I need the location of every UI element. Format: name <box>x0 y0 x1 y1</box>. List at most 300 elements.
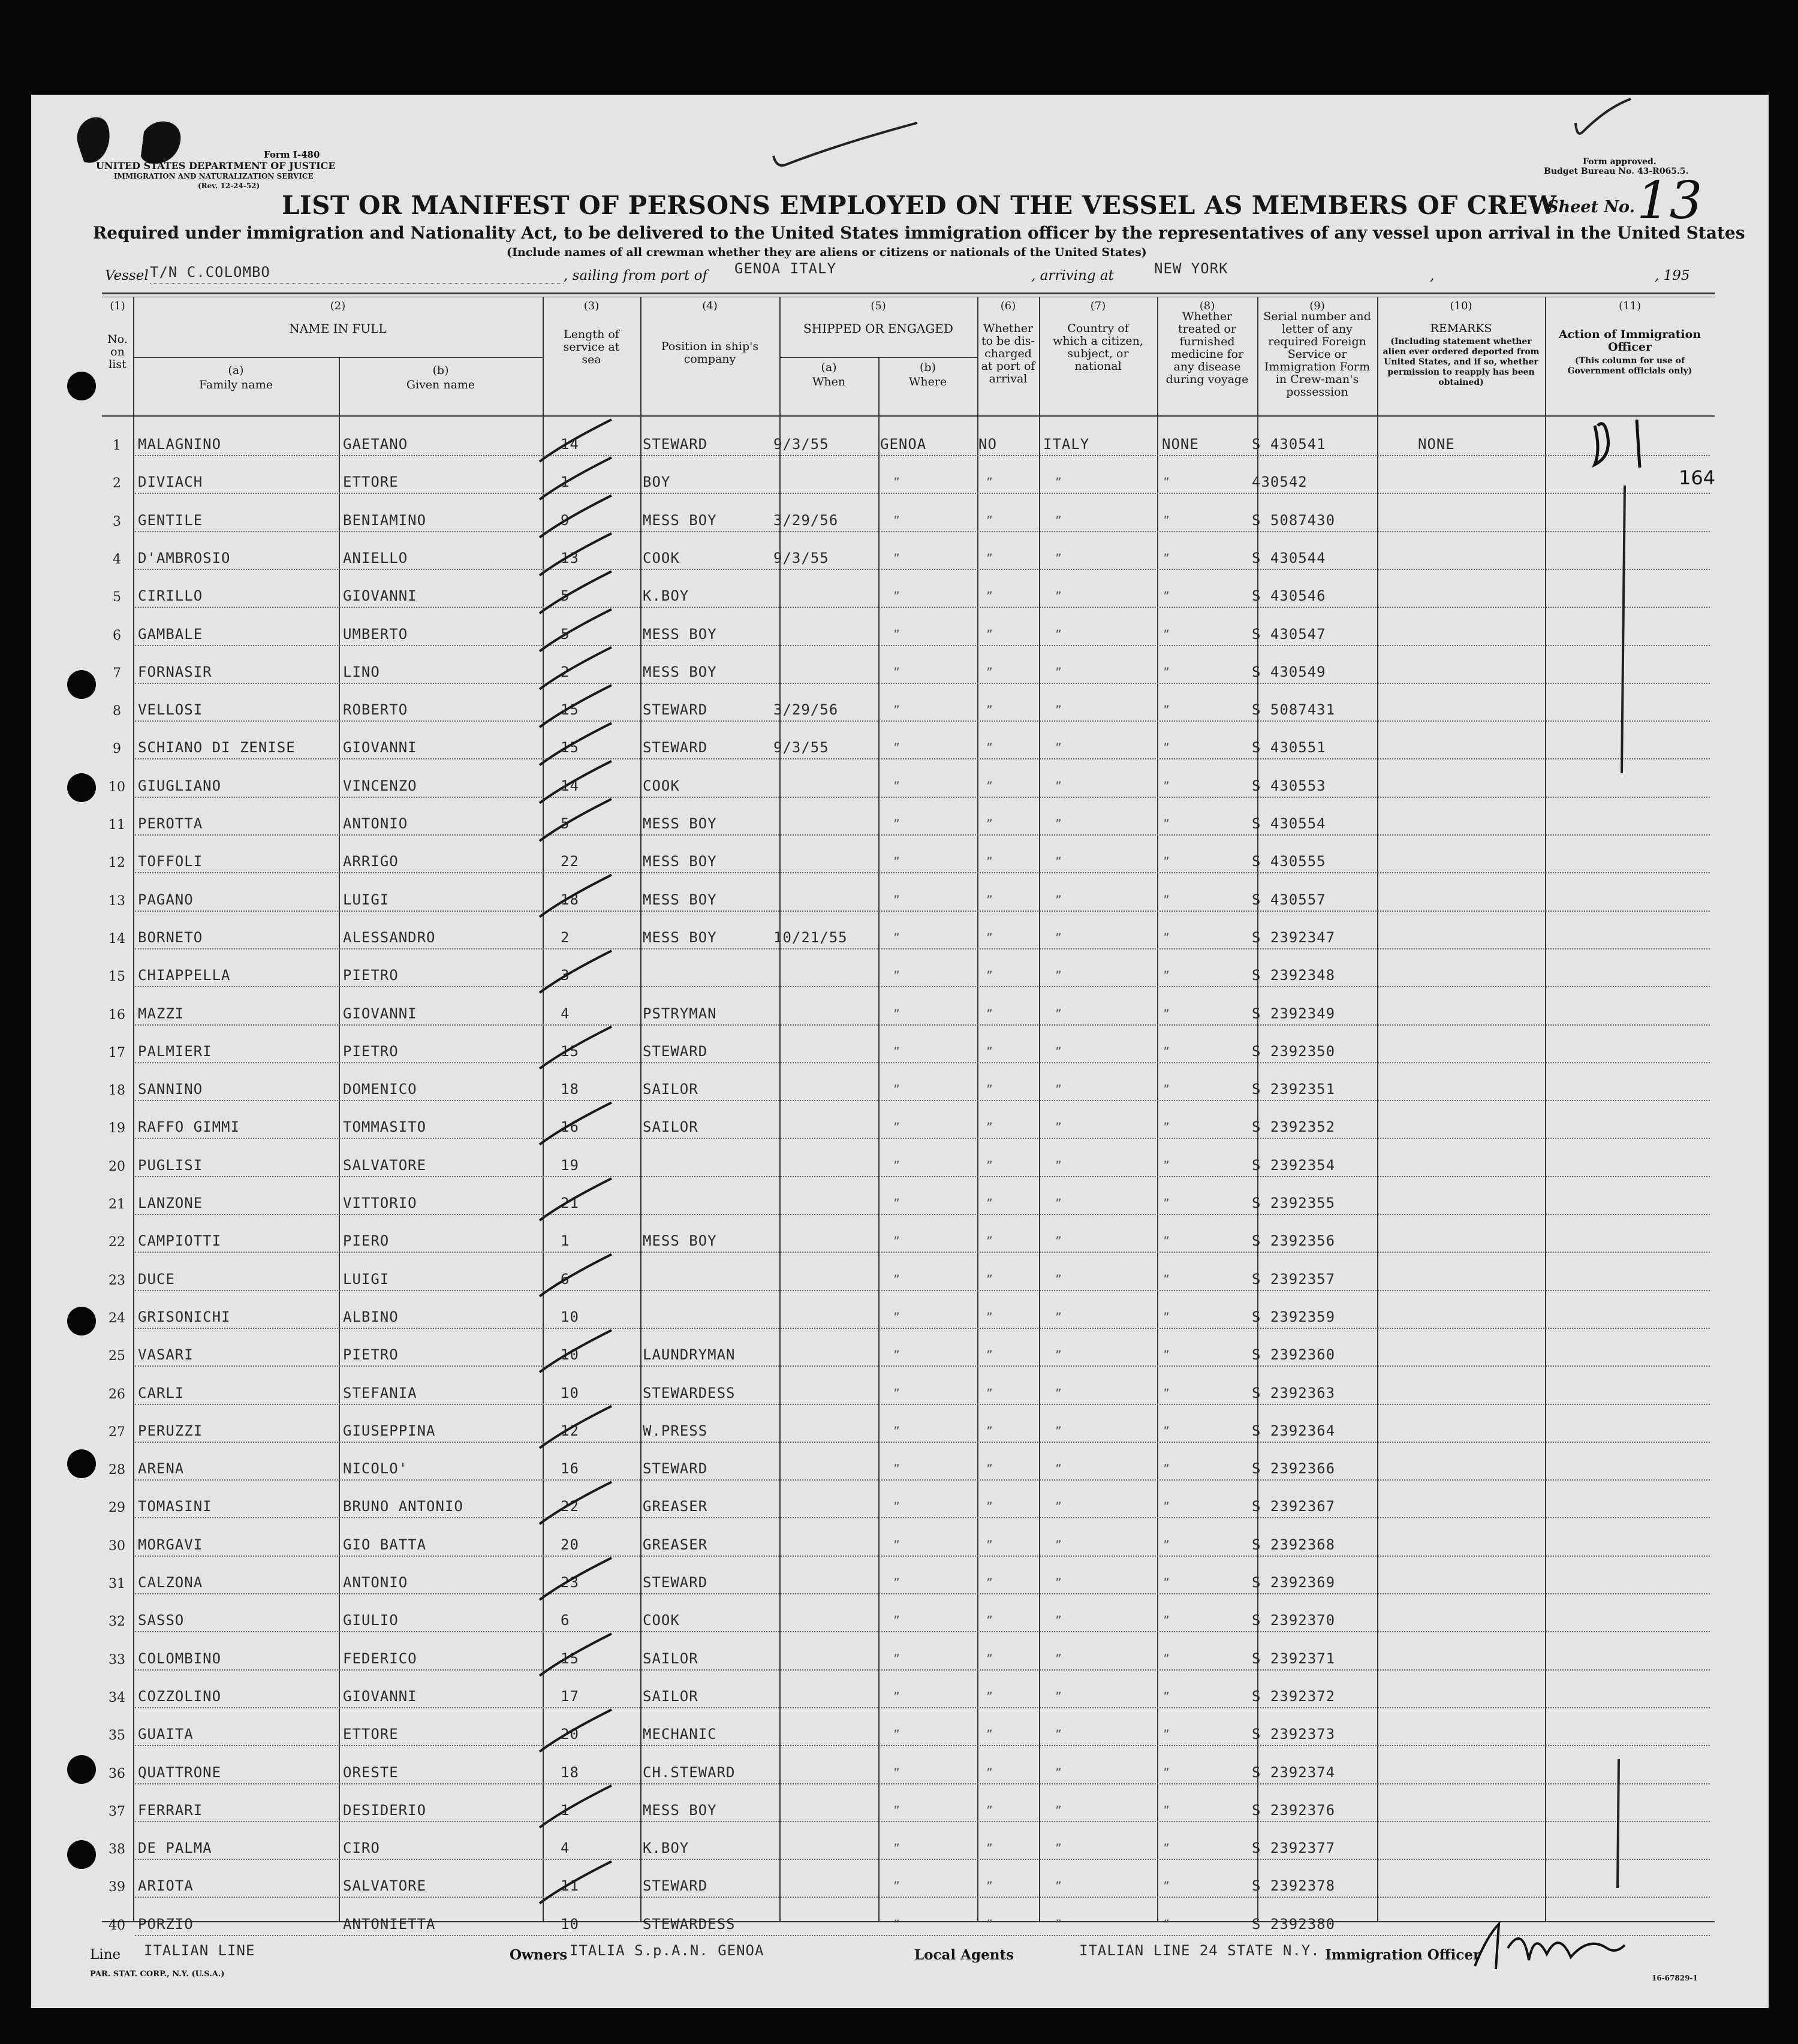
cell-position: LAUNDRYMAN <box>643 1346 736 1364</box>
row-number: 18 <box>109 1083 125 1099</box>
service-check-mark <box>540 533 612 575</box>
col7-header: Country of which a citizen, subject, or national <box>1053 322 1143 373</box>
cell-family: CAMPIOTTI <box>138 1232 222 1250</box>
owners-name: ITALIA S.p.A.N. GENOA <box>570 1942 764 1959</box>
ditto-mark: ” <box>1163 1766 1170 1779</box>
ditto-mark: ” <box>1163 1197 1170 1210</box>
row-divider <box>135 1669 1710 1671</box>
cell-discharged: NO <box>978 436 997 453</box>
cell-given: CIRO <box>343 1840 380 1857</box>
cell-service: 13 <box>561 549 579 566</box>
col8-header: Whether treated or furnished medicine for any disease during voyage <box>1165 310 1249 386</box>
row-number: 13 <box>109 893 125 909</box>
cell-family: GUAITA <box>138 1726 194 1743</box>
row-number: 37 <box>109 1804 125 1819</box>
sailing-label: , sailing from port of <box>564 268 708 284</box>
cell-serial: S 2392373 <box>1252 1726 1336 1743</box>
cell-service: 18 <box>561 1763 579 1781</box>
cell-serial: S 2392360 <box>1252 1346 1336 1364</box>
cell-serial: S 430546 <box>1252 587 1326 605</box>
row-number: 5 <box>113 590 121 605</box>
ditto-mark: ” <box>1163 1880 1170 1893</box>
ditto-mark: ” <box>1163 665 1170 679</box>
cell-family: PORZIO <box>138 1915 194 1933</box>
cell-serial: S 430549 <box>1252 663 1326 680</box>
cell-given: VINCENZO <box>343 777 417 794</box>
col-divider <box>1377 297 1378 1921</box>
service-check-mark <box>540 1406 612 1448</box>
punch-hole <box>67 1307 96 1335</box>
cell-family: PUGLISI <box>138 1156 203 1174</box>
cell-service: 2 <box>561 928 570 946</box>
cell-service: 21 <box>561 1195 579 1211</box>
cell-remarks: NONE <box>1418 436 1455 453</box>
cell-position: STEWARDESS <box>643 1915 736 1933</box>
punch-hole <box>67 1449 96 1478</box>
cell-family: DUCE <box>138 1270 175 1288</box>
cell-position: W.PRESS <box>643 1422 708 1439</box>
cell-service: 15 <box>561 701 579 719</box>
cell-serial: S 2392374 <box>1252 1763 1336 1781</box>
cell-family: VELLOSI <box>138 701 203 719</box>
cell-given: ANTONIO <box>343 1574 408 1591</box>
row-divider <box>135 1859 1710 1860</box>
row-divider <box>135 1328 1710 1329</box>
vessel-label: Vessel <box>105 268 149 284</box>
officer-label: Immigration Officer <box>1325 1947 1481 1963</box>
cell-family: ARIOTA <box>138 1877 194 1895</box>
cell-service: 22 <box>561 853 579 870</box>
ditto-mark: ” <box>1163 1463 1170 1476</box>
cell-service: 16 <box>561 1119 579 1136</box>
ditto-mark: ” <box>893 1766 900 1779</box>
service-check-mark <box>540 875 612 917</box>
ditto-mark: ” <box>1163 1690 1170 1703</box>
ditto-mark: ” <box>986 1121 993 1134</box>
side-count: 164 <box>1679 466 1716 489</box>
ditto-mark: ” <box>893 476 900 489</box>
ditto-mark: ” <box>1055 1614 1062 1627</box>
cell-serial: S 2392368 <box>1252 1536 1336 1553</box>
ditto-mark: ” <box>893 1310 900 1324</box>
officer-initials-icon <box>1571 414 1691 785</box>
row-divider <box>135 1783 1710 1784</box>
cell-position: BOY <box>643 474 671 491</box>
service-check-mark <box>540 1255 612 1297</box>
ditto-mark: ” <box>1055 1310 1062 1324</box>
ditto-mark: ” <box>986 551 993 565</box>
row-divider <box>135 1442 1710 1443</box>
service-check-mark <box>540 647 612 689</box>
row-number: 7 <box>113 665 121 681</box>
cell-family: MALAGNINO <box>138 436 222 453</box>
cell-serial: S 2392367 <box>1252 1498 1336 1515</box>
cell-serial: S 430554 <box>1252 815 1326 832</box>
ditto-mark: ” <box>1055 1349 1062 1362</box>
row-number: 36 <box>109 1766 125 1781</box>
col2a-number: (a) <box>228 364 244 377</box>
service-check-mark <box>540 457 612 499</box>
row-divider <box>135 1479 1710 1481</box>
ditto-mark: ” <box>986 1728 993 1741</box>
ditto-mark: ” <box>1163 1804 1170 1817</box>
cell-serial: S 430551 <box>1252 739 1326 756</box>
ditto-mark: ” <box>986 1310 993 1324</box>
cell-service: 15 <box>561 1042 579 1060</box>
ditto-mark: ” <box>1163 1538 1170 1551</box>
ditto-mark: ” <box>1163 1235 1170 1248</box>
cell-position: STEWARD <box>643 1460 708 1478</box>
col8-number: (8) <box>1199 300 1215 312</box>
cell-family: PERUZZI <box>138 1422 203 1439</box>
col11-header: Action of Immigration Officer <box>1558 328 1701 354</box>
cell-service: 1 <box>561 1801 570 1819</box>
row-divider <box>135 1062 1710 1063</box>
ditto-mark: ” <box>893 704 900 717</box>
ditto-mark: ” <box>1163 1918 1170 1931</box>
budget-bureau: Budget Bureau No. 43-R065.5. <box>1544 167 1689 176</box>
ditto-mark: ” <box>893 665 900 679</box>
cell-position: COOK <box>643 1612 680 1629</box>
cell-given: GIO BATTA <box>343 1536 427 1553</box>
table-header-bottom <box>102 415 1715 417</box>
row-number: 26 <box>109 1386 125 1402</box>
ditto-mark: ” <box>893 1576 900 1589</box>
cell-family: TOFFOLI <box>138 853 203 870</box>
row-number: 11 <box>109 818 125 833</box>
ditto-mark: ” <box>893 1804 900 1817</box>
cell-serial: S 430557 <box>1252 891 1326 908</box>
row-number: 29 <box>109 1500 125 1516</box>
row-number: 19 <box>109 1121 125 1136</box>
officer-signature-icon <box>1463 1912 1631 1978</box>
cell-service: 11 <box>561 1877 579 1895</box>
ditto-mark: ” <box>1055 551 1062 565</box>
cell-position: PSTRYMAN <box>643 1005 717 1022</box>
cell-given: GIULIO <box>343 1612 399 1629</box>
row-divider <box>135 986 1710 987</box>
cell-service: 6 <box>561 1612 570 1629</box>
row-number: 6 <box>113 628 121 643</box>
cell-position: MESS BOY <box>643 625 717 643</box>
row-divider <box>135 1555 1710 1557</box>
cell-given: STEFANIA <box>343 1384 417 1401</box>
cell-serial: S 2392380 <box>1252 1915 1336 1933</box>
col-divider <box>133 297 134 1921</box>
ditto-mark: ” <box>986 1880 993 1893</box>
col1-header: No. on list <box>107 333 128 371</box>
row-divider <box>135 872 1710 873</box>
cell-given: PIERO <box>343 1232 390 1250</box>
shipping-line: ITALIAN LINE <box>144 1942 255 1959</box>
ditto-mark: ” <box>1055 1728 1062 1741</box>
cell-family: GAMBALE <box>138 625 203 643</box>
service-check-mark <box>540 571 612 613</box>
ditto-mark: ” <box>893 1159 900 1172</box>
cell-family: GIUGLIANO <box>138 777 222 794</box>
cell-position: COOK <box>643 777 680 794</box>
ditto-mark: ” <box>1055 779 1062 792</box>
cell-position: SAILOR <box>643 1081 698 1098</box>
cell-serial: 430542 <box>1252 474 1308 491</box>
cell-service: 16 <box>561 1460 579 1478</box>
cell-service: 3 <box>561 967 570 984</box>
col5-number: (5) <box>871 300 886 312</box>
year-separator: , <box>1430 268 1435 284</box>
cell-position: MESS BOY <box>643 928 717 946</box>
ditto-mark: ” <box>986 1804 993 1817</box>
row-number: 10 <box>109 779 125 795</box>
cell-given: PIETRO <box>343 967 399 984</box>
ditto-mark: ” <box>1055 1918 1062 1931</box>
ditto-mark: ” <box>893 1197 900 1210</box>
agents-name: ITALIAN LINE 24 STATE N.Y. <box>1079 1942 1320 1959</box>
ditto-mark: ” <box>1055 969 1062 982</box>
row-number: 20 <box>109 1159 125 1174</box>
ditto-mark: ” <box>986 1918 993 1931</box>
cell-service: 10 <box>561 1308 579 1325</box>
cell-service: 1 <box>561 474 570 491</box>
cell-serial: S 2392371 <box>1252 1650 1336 1667</box>
cell-country: ITALY <box>1043 436 1090 453</box>
ditto-mark: ” <box>1163 590 1170 603</box>
cell-family: COLOMBINO <box>138 1650 222 1667</box>
punch-hole <box>67 670 96 699</box>
service-check-mark <box>540 1102 612 1144</box>
cell-position: STEWARD <box>643 1877 708 1895</box>
cell-family: VASARI <box>138 1346 194 1364</box>
service-check-mark <box>540 496 612 538</box>
cell-family: DE PALMA <box>138 1840 212 1857</box>
ditto-mark: ” <box>893 590 900 603</box>
ditto-mark: ” <box>1055 476 1062 489</box>
cell-when: 9/3/55 <box>773 436 829 453</box>
cell-service: 1 <box>561 1232 570 1250</box>
col5b-number: (b) <box>920 361 936 374</box>
col9-number: (9) <box>1309 300 1325 312</box>
ditto-mark: ” <box>1163 1842 1170 1855</box>
cell-given: ALESSANDRO <box>343 928 436 946</box>
cell-given: ROBERTO <box>343 701 408 719</box>
ditto-mark: ” <box>893 1538 900 1551</box>
cell-given: ARRIGO <box>343 853 399 870</box>
cell-family: GRISONICHI <box>138 1308 231 1325</box>
ditto-mark: ” <box>1055 1690 1062 1703</box>
ditto-mark: ” <box>986 590 993 603</box>
row-number: 15 <box>109 969 125 985</box>
ditto-mark: ” <box>1163 741 1170 755</box>
ditto-mark: ” <box>986 665 993 679</box>
ditto-mark: ” <box>1055 514 1062 527</box>
ditto-mark: ” <box>1163 1614 1170 1627</box>
row-divider <box>135 1176 1710 1177</box>
ditto-mark: ” <box>893 855 900 869</box>
ditto-mark: ” <box>893 628 900 641</box>
col2b-number: (b) <box>432 364 449 377</box>
cell-given: ORESTE <box>343 1763 399 1781</box>
cell-given: BRUNO ANTONIO <box>343 1498 463 1515</box>
service-name: IMMIGRATION AND NATURALIZATION SERVICE <box>114 172 314 180</box>
ditto-mark: ” <box>986 1690 993 1703</box>
cell-position: K.BOY <box>643 587 689 605</box>
row-divider <box>135 1631 1710 1632</box>
cell-given: DESIDERIO <box>343 1801 427 1819</box>
ditto-mark: ” <box>893 1652 900 1665</box>
service-check-mark <box>540 951 612 993</box>
ditto-mark: ” <box>1163 1083 1170 1096</box>
row-number: 39 <box>109 1880 125 1895</box>
row-number: 16 <box>109 1007 125 1023</box>
ditto-mark: ” <box>1055 665 1062 679</box>
service-check-mark <box>540 1330 612 1372</box>
row-divider <box>135 1290 1710 1291</box>
cell-service: 20 <box>561 1536 579 1553</box>
row-number: 8 <box>113 704 121 719</box>
sheet-label: Sheet No. <box>1547 198 1635 216</box>
cell-serial: S 2392349 <box>1252 1005 1336 1022</box>
page-title: LIST OR MANIFEST OF PERSONS EMPLOYED ON THE VESSEL AS MEMBERS OF CREW <box>282 191 1557 220</box>
cell-given: BENIAMINO <box>343 511 427 529</box>
service-check-mark <box>540 685 612 727</box>
punch-hole <box>67 372 96 400</box>
cell-when: 9/3/55 <box>773 739 829 756</box>
ditto-mark: ” <box>1055 1386 1062 1400</box>
row-divider <box>135 645 1710 646</box>
cell-serial: S 430544 <box>1252 549 1326 566</box>
row-number: 27 <box>109 1424 125 1440</box>
col6-number: (6) <box>1000 300 1016 312</box>
ditto-mark: ” <box>1163 1349 1170 1362</box>
cell-given: VITTORIO <box>343 1195 417 1211</box>
ditto-mark: ” <box>986 1500 993 1514</box>
row-number: 34 <box>109 1690 125 1705</box>
cell-position: K.BOY <box>643 1840 689 1857</box>
row-number: 35 <box>109 1728 125 1744</box>
ditto-mark: ” <box>1055 1083 1062 1096</box>
cell-when: 3/29/56 <box>773 511 839 529</box>
department-name: UNITED STATES DEPARTMENT OF JUSTICE <box>96 160 336 171</box>
row-divider <box>135 797 1710 798</box>
cell-serial: S 2392359 <box>1252 1308 1336 1325</box>
row-divider <box>135 1138 1710 1139</box>
ditto-mark: ” <box>1163 1121 1170 1134</box>
ditto-mark: ” <box>893 1500 900 1514</box>
ditto-mark: ” <box>986 1538 993 1551</box>
service-check-mark <box>540 723 612 765</box>
vessel-name: T/N C.COLOMBO <box>150 264 270 281</box>
ditto-mark: ” <box>893 1918 900 1931</box>
cell-family: SCHIANO DI ZENISE <box>138 739 296 756</box>
cell-family: RAFFO GIMMI <box>138 1119 240 1136</box>
ditto-mark: ” <box>1055 1007 1062 1020</box>
cell-serial: S 430547 <box>1252 625 1326 643</box>
cell-position: CH.STEWARD <box>643 1763 736 1781</box>
row-number: 9 <box>113 741 121 757</box>
cell-serial: S 2392364 <box>1252 1422 1336 1439</box>
cell-family: PAGANO <box>138 891 194 908</box>
cell-serial: S 2392370 <box>1252 1612 1336 1629</box>
port-of-departure: GENOA ITALY <box>734 260 836 277</box>
page-subtitle: Required under immigration and Nationality Act, to be delivered to the United States immigration officer by the representatives of any vessel upon arrival in the United States <box>93 223 1745 243</box>
punch-hole <box>67 1755 96 1784</box>
row-divider <box>135 455 1710 456</box>
cell-position: COOK <box>643 549 680 566</box>
form-number: Form I-480 <box>264 149 320 160</box>
ditto-mark: ” <box>986 628 993 641</box>
ditto-mark: ” <box>1163 1576 1170 1589</box>
punch-hole <box>67 773 96 802</box>
ditto-mark: ” <box>1163 1045 1170 1058</box>
cell-given: DOMENICO <box>343 1081 417 1098</box>
col-divider <box>1545 297 1546 1921</box>
cell-family: MAZZI <box>138 1005 185 1022</box>
ditto-mark: ” <box>1055 1045 1062 1058</box>
ditto-mark: ” <box>893 1273 900 1286</box>
cell-service: 4 <box>561 1840 570 1857</box>
col3-number: (3) <box>583 300 600 312</box>
ditto-mark: ” <box>1163 1273 1170 1286</box>
ditto-mark: ” <box>893 1728 900 1741</box>
row-divider <box>135 911 1710 912</box>
col10-note: (Including statement whether alien ever ordered deported from United States, and if so, whether permission to reapply has been obtained) <box>1383 337 1540 387</box>
ditto-mark: ” <box>1163 969 1170 982</box>
subheader-divider <box>779 357 977 358</box>
ditto-mark: ” <box>893 1842 900 1855</box>
cell-position: MECHANIC <box>643 1726 717 1743</box>
ditto-mark: ” <box>1163 1500 1170 1514</box>
ditto-mark: ” <box>986 1463 993 1476</box>
row-divider <box>135 1593 1710 1594</box>
ditto-mark: ” <box>1163 1652 1170 1665</box>
ditto-mark: ” <box>1055 1121 1062 1134</box>
cell-family: SANNINO <box>138 1081 203 1098</box>
ditto-mark: ” <box>1163 893 1170 906</box>
cell-given: GIOVANNI <box>343 1005 417 1022</box>
ditto-mark: ” <box>986 1159 993 1172</box>
cell-position: MESS BOY <box>643 891 717 908</box>
row-divider <box>135 1745 1710 1746</box>
row-divider <box>135 758 1710 759</box>
service-check-mark <box>540 1027 612 1069</box>
cell-given: GIUSEPPINA <box>343 1422 436 1439</box>
row-number: 3 <box>113 514 121 529</box>
cell-serial: S 430555 <box>1252 853 1326 870</box>
cell-family: D'AMBROSIO <box>138 549 231 566</box>
ditto-mark: ” <box>1163 1310 1170 1324</box>
cell-given: ANIELLO <box>343 549 408 566</box>
cell-when: 10/21/55 <box>773 928 848 946</box>
ditto-mark: ” <box>893 969 900 982</box>
ditto-mark: ” <box>986 855 993 869</box>
row-divider <box>135 1404 1710 1405</box>
row-number: 17 <box>109 1045 125 1060</box>
cell-serial: S 2392376 <box>1252 1801 1336 1819</box>
cell-position: MESS BOY <box>643 815 717 832</box>
cell-family: CARLI <box>138 1384 185 1401</box>
cell-given: ANTONIETTA <box>343 1915 436 1933</box>
cell-serial: S 2392355 <box>1252 1195 1336 1211</box>
ditto-mark: ” <box>986 1273 993 1286</box>
ditto-mark: ” <box>986 1349 993 1362</box>
ditto-mark: ” <box>893 818 900 830</box>
ditto-mark: ” <box>986 1007 993 1020</box>
row-number: 38 <box>109 1842 125 1858</box>
col2-number: (2) <box>330 300 346 312</box>
ditto-mark: ” <box>1055 893 1062 906</box>
check-mark-icon <box>1571 96 1637 150</box>
cell-service: 19 <box>561 1156 579 1174</box>
ditto-mark: ” <box>893 931 900 944</box>
